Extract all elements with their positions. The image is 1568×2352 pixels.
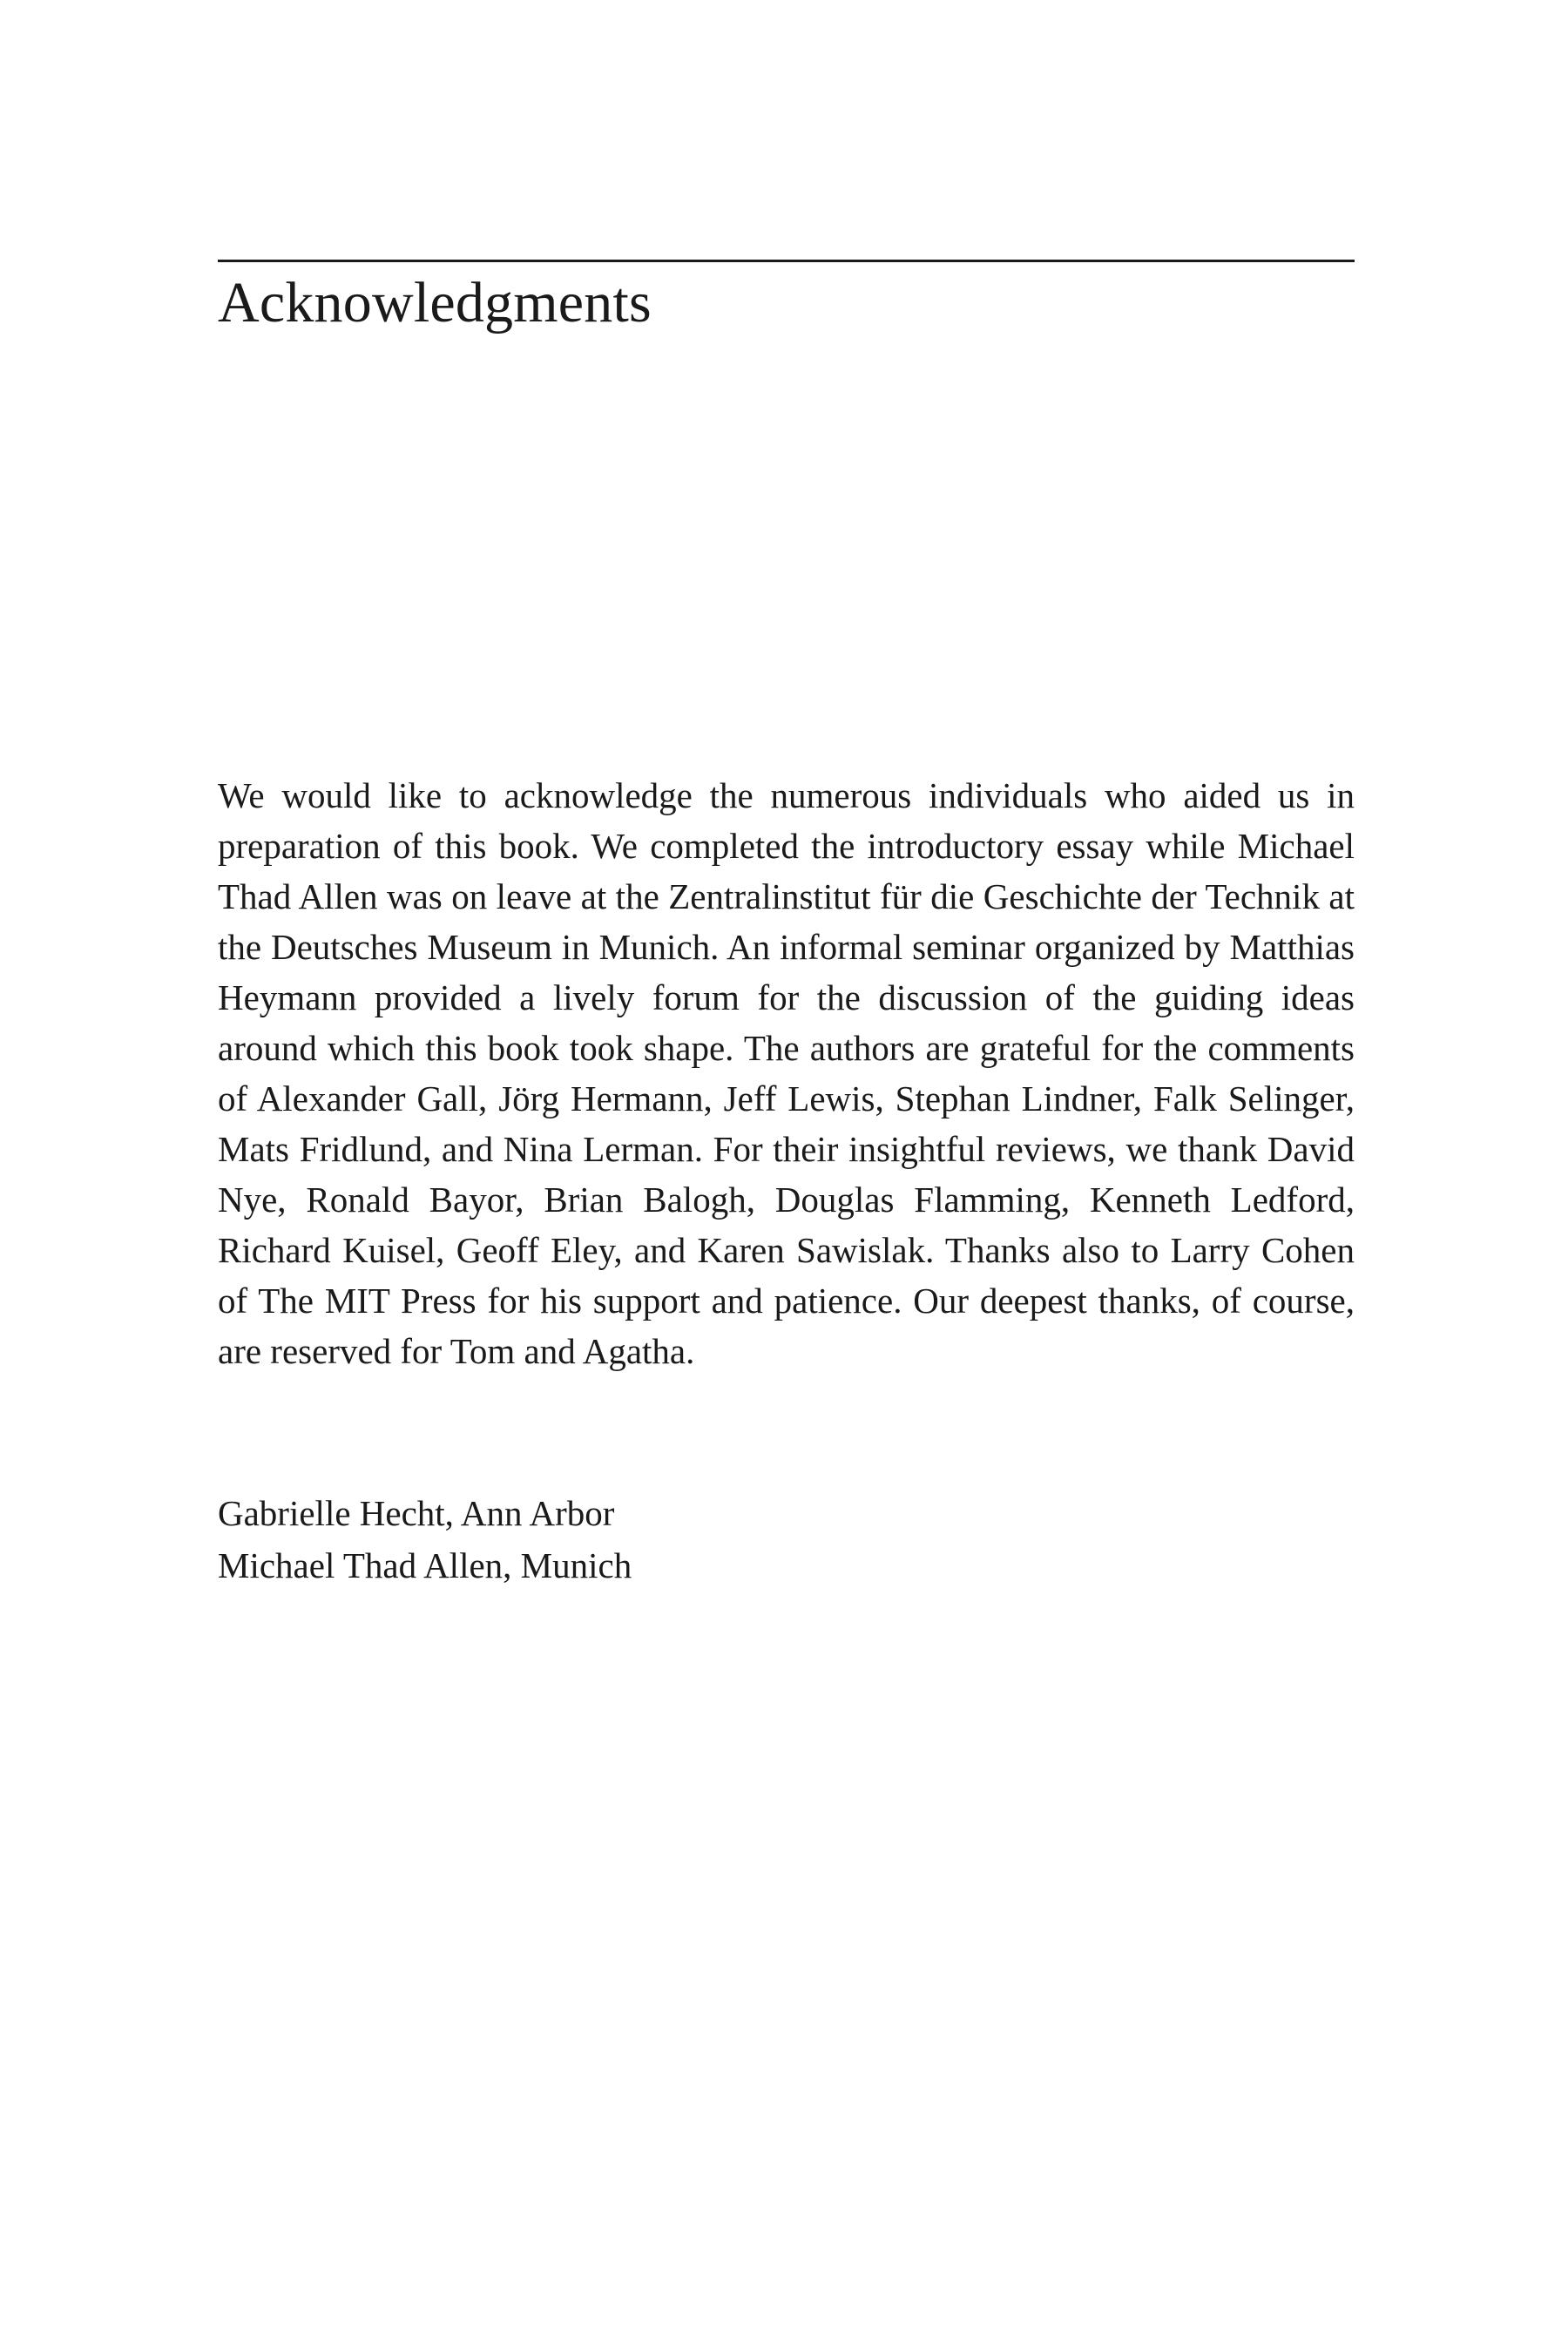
chapter-rule [218, 260, 1355, 262]
signature-line: Michael Thad Allen, Munich [218, 1545, 632, 1585]
signature-line: Gabrielle Hecht, Ann Arbor [218, 1493, 615, 1533]
signature-block [218, 1487, 1355, 1592]
acknowledgments-paragraph: We would like to acknowledge the numerous individuals who aided us in preparation of this book. We completed the introductory essay while Michael Thad Allen was on leave at the Zentralinstitut für die Geschichte der Technik at the Deutsches Museum in Munich. An informal seminar organized by Matthias Heymann provided a lively forum for the discussion of the guiding ideas around which this book took shape. The authors are grateful for the comments of Alexander Gall, Jörg Hermann, Jeff Lewis, Stephan Lindner, Falk Selinger, Mats Fridlund, and Nina Lerman. For their insightful reviews, we thank David Nye, Ronald Bayor, Brian Balogh, Douglas Flamming, Kenneth Ledford, Richard Kuisel, Geoff Eley, and Karen Sawislak. Thanks also to Larry Cohen of The MIT Press for his support and patience. Our deepest thanks, of course, are reserved for Tom and Agatha. [218, 775, 1355, 1371]
chapter-title: Acknowledgments [218, 271, 652, 335]
